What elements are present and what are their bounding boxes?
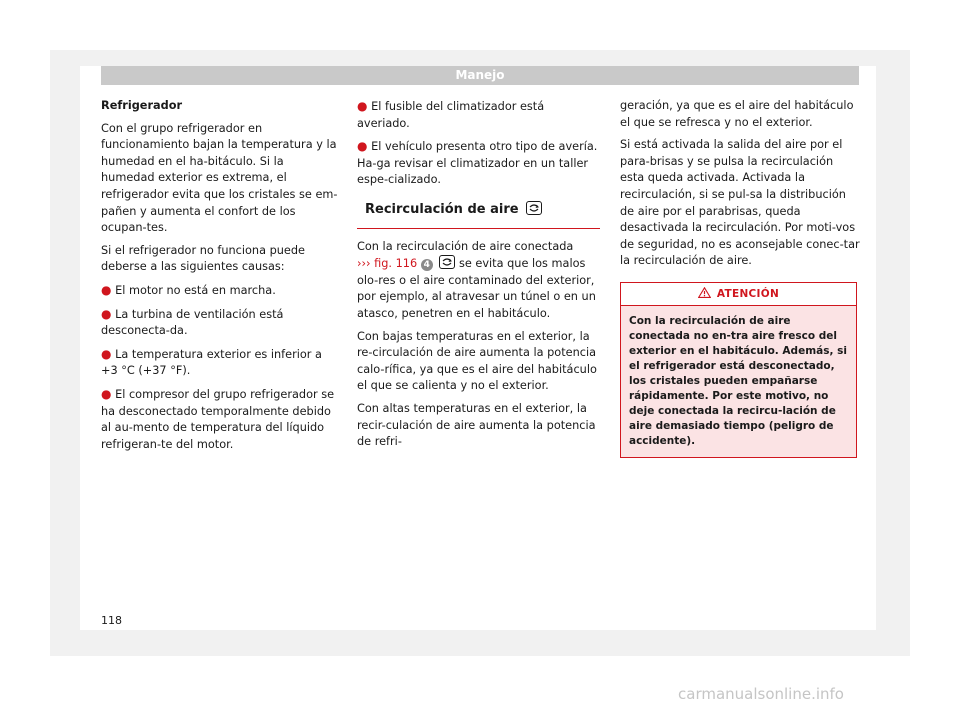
list-item-text: El fusible del climatizador está averiado. xyxy=(357,100,545,130)
paragraph-text: Con la recirculación de aire conectada xyxy=(357,239,574,253)
bullet-icon: ● xyxy=(357,139,368,154)
paragraph: Si el refrigerador no funciona puede deberse a las siguientes causas: xyxy=(101,243,305,274)
list-item-text: El vehículo presenta otro tipo de avería. Ha-ga revisar el climatizador en un taller espe-cializado. xyxy=(357,140,598,187)
chapter-header: Manejo xyxy=(101,66,859,85)
paragraph: geración, ya que es el aire del habitáculo el que se refresca y no el exterior. xyxy=(620,99,854,129)
list-item-text: El compresor del grupo refrigerador se ha desconectado temporalmente debido al au-mento de temperatura del líquido refrigeran-te del motor. xyxy=(101,387,335,451)
column-right xyxy=(620,98,860,458)
list-item xyxy=(101,306,339,340)
section-title: Recirculación de aire xyxy=(365,201,519,217)
list-item xyxy=(101,386,339,453)
bullet-icon: ● xyxy=(101,282,112,297)
page-number: 118 xyxy=(101,614,122,627)
list-item xyxy=(101,282,339,300)
warning-triangle-icon xyxy=(698,287,711,298)
section-heading-refrigerador: Refrigerador xyxy=(101,99,183,112)
section-heading-recirculacion xyxy=(365,201,600,225)
paragraph: Con bajas temperaturas en el exterior, la re-circulación de aire aumenta la potencia calo-rífica, ya que es el aire del habitáculo el que se calienta y no el exterior. xyxy=(357,329,597,393)
bullet-icon: ● xyxy=(101,346,112,361)
warning-title: ATENCIÓN xyxy=(716,287,780,300)
bullet-icon: ● xyxy=(101,386,112,401)
recirculation-icon xyxy=(526,201,542,215)
paragraph: Si está activada la salida del aire por el para-brisas y se pulsa la recirculación esta queda activada. Activada la recirculación, si se pul-sa la distribución de aire por el parabrisas, queda desactivada la recirculación. Por moti-vos de seguridad, no es aconsejable conec-tar la recirculación de aire. xyxy=(620,138,860,268)
paragraph: Con el grupo refrigerador en funcionamiento bajan la temperatura y la humedad en el ha-bitáculo. Si la humedad exterior es extrema, el refrigerador evita que los cristales se em-pañen y aumenta el confort de los ocupan-tes. xyxy=(101,121,338,235)
warning-box xyxy=(620,282,857,458)
list-item xyxy=(357,98,600,132)
column-middle xyxy=(357,98,600,457)
watermark: carmanualsonline.info xyxy=(678,685,844,703)
warning-header xyxy=(621,283,856,306)
bullet-icon: ● xyxy=(101,306,112,321)
figure-reference-link[interactable]: ››› fig. 116 xyxy=(357,257,418,271)
paragraph: Con altas temperaturas en el exterior, la recir-culación de aire aumenta la potencia de refri- xyxy=(357,401,596,449)
recirculation-icon xyxy=(439,255,455,269)
column-left xyxy=(101,98,339,459)
list-item xyxy=(357,138,600,189)
callout-number: 4 xyxy=(421,259,433,271)
list-item-text: La turbina de ventilación está desconecta-da. xyxy=(101,307,284,338)
list-item-text: La temperatura exterior es inferior a +3 °C (+37 °F). xyxy=(101,347,322,378)
list-item-text: El motor no está en marcha. xyxy=(115,283,276,297)
warning-text: Con la recirculación de aire conectada no en-tra aire fresco del exterior en el habitáculo. Además, si el refrigerador está desconectado, los cristales pueden empañarse rápidamente. Por este motivo, no deje conectada la recircu-lación de aire demasiado tiempo (peligro de accidente). xyxy=(621,306,856,457)
list-item xyxy=(101,346,339,380)
bullet-icon: ● xyxy=(357,99,368,113)
paragraph-text: se evita que los malos olo-res o el aire contaminado del exterior, por ejemplo, al atravesar un túnel o en un atasco, penetren en el habitáculo. xyxy=(357,257,596,320)
paragraph xyxy=(357,239,600,323)
